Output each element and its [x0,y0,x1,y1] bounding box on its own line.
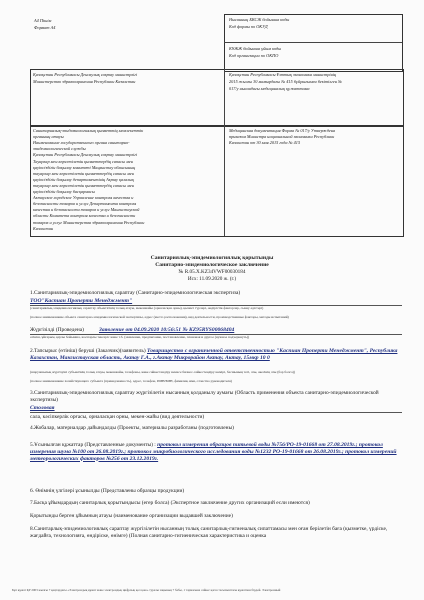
org-left-line: қауіпсіздігін бақылау басқармасы [33,189,95,194]
form-code-kz: Нысанның БКСЖ бойынша коды [229,17,290,22]
conclusion-date: Исх: 11.09.2020 ж. (г.) [187,276,237,282]
section-2-label: 2.Тапсырыс (өтініш) беруші (Заказчик)(заявитель) [30,348,146,354]
org-left-line: Қазақстан Республикасы Денсаулық сақтау министрлігі [33,152,138,158]
footer-note: Бұл құжат ҚР 2003 жылғы 7 қаңтардағы «Электрондық құжат және электрондық цифрлық қол қою» туралы заңының 7 бабы, 1 тармағына сәйкес қағаз тасығыштағы құжатпен бірдей. Электронный [12,588,281,592]
approval-line-3: 017/у нысандағы медициналық құжаттама [229,86,310,91]
format-label-ru: Формат А4 [34,25,56,30]
section-3-label: 3.Санитариялық-эпидемиологиялық сараптау жүргізілетін нысанның қолданылу аумағы (Область применения объекта санитарно-эпидемиологической экспертизы) [30,390,379,403]
section-2-note-kz: (шаруашылық жүргізуші субъектінің толық атауы, мекенжайы, телефоны, жеке сәйкестендіру немесе бизнес-сәйкестендіру нөмірі, басшының тегі, аты, әкесінің аты (бар болса)) [30,370,296,374]
org-left-line: Казахстан [33,225,53,231]
section-5-block [30,442,402,462]
section-3-sub: сала, кәсіпкерлік орғасы, орналасқан орны, мекен-жайы (вид деятельности) [30,414,205,420]
org-left-line: качества и безопасности товаров и услуг Мангистауской [33,207,140,213]
form-code-ru: Код формы по ОКУД [229,24,268,29]
section-1-reg-value: Заявление от 04.09.2020 10:56:51 № KZ95RYS00068404 [99,327,235,333]
org-left-line: қауіпсіздігін бақылау департаментінің Ақтау қалалық [33,176,135,182]
ministry-kz: Қазақстан Республикасы Денсаулық сақтау министрлігі [33,72,138,77]
org-left-line: тауарлар мен көрсетілетін қызметтердің сапасы мен [33,170,134,176]
section-3-underline [30,412,402,413]
section-8-label: 8.Санитарлық-эпидемиологиялық сараптау жүргізілетін нысанның толық санитарлық-гигиеналық сипаттамасы мен оған берілетін баға (қызметке, үрдіске, жағдайға, технологияға, өндіріске, өнімге) (Полная санитарно-гигиеническая характеристика и оценка [30,526,388,539]
org-left-line: органның атауы [33,134,64,140]
section-2-note-ru: (полное наименование хозяйствующего субъекта (принадлежность), адрес, телефон, ИИН/БИН, фамилия, имя, отчество руководителя) [30,379,232,383]
codes-box [224,14,403,72]
organization-divider [224,125,225,236]
org-left-line: Санитариялық-эпидемиологиялық қызметтің мемлекеттік [33,128,144,133]
section-1-note-kz: (санитариялық-эпидемиологиялық сараптау объектісінің толық атауы, мекенжайы (орналасқан орны), қызмет түрлері, өндірістік факторлар, сынау әдістері) [30,306,264,310]
org-left-line: қауіпсіздігін бақылау комитеті Маңғыстау облысының [33,164,136,170]
org-right-line: приказом Министра национальной экономики Республики [229,134,335,140]
org-code-ru: Код организации по ОКПО [229,53,279,58]
section-1-reg-note: өтініш, ұйғарым, қаулы бойынша, жоспарлы тексеріс және т.б. (заявление, предписание, постановление, плановая и другое (нужное подчеркнуть)) [30,335,250,339]
conclusion-title-ru: Санитарно-эпидемиологическое заключение [155,262,269,268]
org-left-line: тауарлар мен көрсетілетін қызметтердің сапасы мен [33,182,134,188]
approval-line-2: 2015 жылғы 30 мамырдағы № 415 бұйрығымен бекітілген № [229,79,342,84]
org-left-line: области Комитета контроля качества и безопасности [33,213,136,219]
section-1-note-ru: (полное наименование объекта санитарно-эпидемиологической экспертизы, адрес (место расположения), вид деятельности, производственные факторы, методы испытаний) [30,315,289,319]
section-2-block [30,348,402,362]
org-left-line: товаров и услуг Министерства здравоохранения Республики [33,219,145,225]
section-6-label: 6. Өнімнің үлгілері ұсынылды (Представлены образцы продукции) [30,488,185,494]
section-7-sub: Қорытынды берген ұйымның атауы (наименование организации выдавшей заключение) [30,513,233,519]
org-left-line: Актауское городское Управление контроля качества и [33,195,134,201]
format-label-kz: А4 Пішім [34,18,52,23]
org-left-line: Тауарлар мен көрсетілетін қызметтердің сапасы мен [33,158,133,164]
org-left-line: эпидемиологической службы [33,146,86,152]
org-left-line: безопасности товаров и услуг Департамента контроля [33,201,137,207]
section-1-label: 1.Санитариялық-эпидемиологиялық сараптау (Санитарно-эпидемиологическая экспертиза) [30,290,241,296]
org-right-line: Медицинская документация Форма № 017/у Утверждена [229,128,336,133]
section-1-object-name: ТОО"Каспиан Проперти Менеджмент" [30,298,133,304]
section-7-label: 7.Басқа ұйымдардың санитарлық қорытындысы (егер болса) (Экспертное заключение других организаций если имеются) [30,500,310,506]
codes-divider [224,42,402,43]
section-3-value: Столовая [30,405,55,411]
section-5-label: 5.Ұсынылған құжаттар (Представленные документы) : [30,442,156,448]
section-2-customer: Товарищество с ограниченной ответственностью "Каспиан Проперти Менеджмент", Республика Казахстан, Мангистауская область, Актау Г.А., г.Актау Микрорайон Актау, Актау, 15мкр 10 0 [30,348,398,361]
section-1-reg-label: Жүргізілді (Проведена) [30,327,84,333]
org-right-line: Казахстан от 30 мая 2015 года № 415 [229,140,301,146]
section-4-label: 4.Жобалар, материалдар дайындалды (Проекты, материалы разработаны (подготовлены) [30,425,234,431]
ministry-ru: Министерство здравоохранения Республики Казахстан [33,79,136,84]
org-code-kz: КҰЖЖ бойынша ұйым коды [229,46,282,51]
section-5-documents: протокол измерения образцов питьевой воды №756/РО-19-01668 от 27.08.2019г.; протокол измерения шума №100 от 26.08.2019г.; протокол микробиологического исследования воды №1232 РО-19-01668 от 26.08.2019г.; протокол измерений метеорологических факторов №256 от 23.12.2019г. [30,442,397,462]
ministry-divider [224,69,225,126]
conclusion-title-kz: Санитариялық-эпидемиологиялық қорытынды [150,255,274,261]
approval-line-1: Қазақстан Республикасы Ұлттық экономика министрінің [229,72,337,77]
conclusion-number: № R.05.X.KZ34VWF00030184 [178,269,246,275]
org-left-line: Наименование государственного органа санитарно- [33,140,130,146]
ministry-box [30,69,404,127]
